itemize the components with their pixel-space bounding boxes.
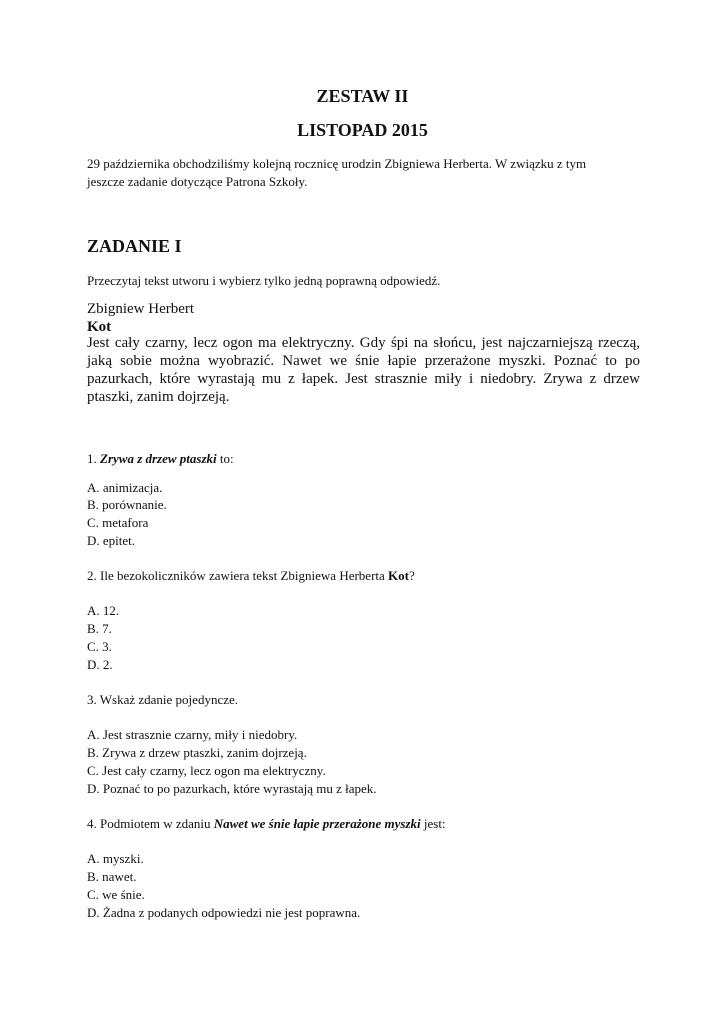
poem-text: Jest cały czarny, lecz ogon ma elektryczny. Gdy śpi na słońcu, jest najczarniejszą rzeczą, jaką sobie można wyobrazić. Nawet we śnie łapie przerażone myszki. Poznać to po pazurkach, które wyrastają mu z łapek. Jest strasznie miły i niedobry. Zrywa z drzew ptaszki, zanim dojrzeją. [87, 335, 640, 405]
question-1-option-c: C. metafora [87, 515, 149, 530]
document-subtitle: LISTOPAD 2015 [297, 120, 428, 140]
question-suffix: jest: [420, 816, 446, 831]
section-heading: ZADANIE I [87, 236, 182, 256]
question-quote: Nawet we śnie łapie przerażone myszki [213, 816, 421, 831]
question-suffix: to: [216, 451, 234, 466]
question-3 [87, 692, 238, 708]
poem-title: Kot [87, 319, 112, 335]
question-4-option-b: B. nawet. [87, 869, 137, 884]
question-prefix: 3. Wskaż zdanie pojedyncze. [87, 692, 238, 707]
question-quote: Zrywa z drzew ptaszki [100, 451, 217, 466]
question-prefix: 1. [87, 451, 100, 466]
question-quote: Kot [388, 568, 409, 583]
question-2-option-d: D. 2. [87, 657, 113, 672]
question-1 [87, 451, 234, 467]
intro-line-1: 29 października obchodziliśmy kolejną rocznicę urodzin Zbigniewa Herberta. W związku z tym [87, 156, 587, 171]
question-1-option-d: D. epitet. [87, 533, 136, 548]
question-4-option-a: A. myszki. [87, 851, 144, 866]
question-4-option-c: C. we śnie. [87, 887, 145, 902]
question-2-option-b: B. 7. [87, 621, 112, 636]
section-instruction: Przeczytaj tekst utworu i wybierz tylko jedną poprawną odpowiedź. [87, 273, 441, 288]
question-3-option-c: C. Jest cały czarny, lecz ogon ma elektryczny. [87, 763, 326, 778]
question-4-option-d: D. Żadna z podanych odpowiedzi nie jest poprawna. [87, 905, 361, 920]
document-title: ZESTAW II [316, 86, 409, 106]
question-3-option-d: D. Poznać to po pazurkach, które wyrastają mu z łapek. [87, 781, 377, 796]
question-prefix: 4. Podmiotem w zdaniu [87, 816, 214, 831]
question-suffix: ? [409, 568, 415, 583]
question-3-option-b: B. Zrywa z drzew ptaszki, zanim dojrzeją. [87, 745, 307, 760]
question-2-option-a: A. 12. [87, 603, 120, 618]
poem-author: Zbigniew Herbert [87, 301, 195, 317]
question-prefix: 2. Ile bezokoliczników zawiera tekst Zbigniewa Herberta [87, 568, 389, 583]
question-2-option-c: C. 3. [87, 639, 112, 654]
intro-line-2: jeszcze zadanie dotyczące Patrona Szkoły. [87, 174, 308, 189]
question-1-option-a: A. animizacja. [87, 480, 163, 495]
question-4 [87, 816, 446, 832]
question-1-option-b: B. porównanie. [87, 497, 167, 512]
question-2 [87, 568, 415, 584]
question-3-option-a: A. Jest strasznie czarny, miły i niedobry. [87, 727, 298, 742]
